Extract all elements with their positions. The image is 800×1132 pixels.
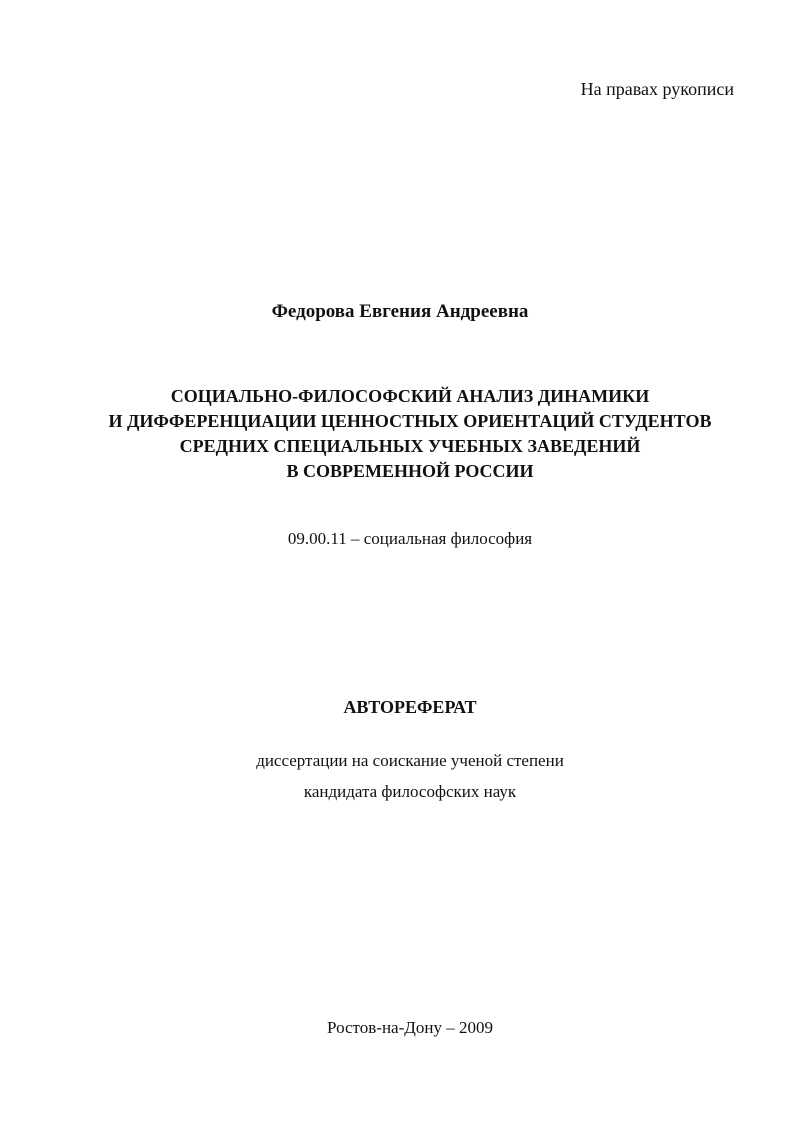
title-line-3: СРЕДНИХ СПЕЦИАЛЬНЫХ УЧЕБНЫХ ЗАВЕДЕНИЙ <box>179 436 641 456</box>
title-line-2: И ДИФФЕРЕНЦИАЦИИ ЦЕННОСТНЫХ ОРИЕНТАЦИЙ СТУДЕНТОВ <box>108 411 712 431</box>
degree-purpose <box>0 745 800 807</box>
author-name: Федорова Евгения Андреевна <box>271 301 529 322</box>
purpose-line-2: кандидата философских наук <box>303 782 517 801</box>
specialty-code: 09.00.11 – социальная философия <box>287 529 533 548</box>
purpose-line-1: диссертации на соискание ученой степени <box>256 751 564 770</box>
dissertation-title <box>40 384 780 484</box>
title-line-1: СОЦИАЛЬНО-ФИЛОСОФСКИЙ АНАЛИЗ ДИНАМИКИ <box>170 386 650 406</box>
title-line-4: В СОВРЕМЕННОЙ РОССИИ <box>286 461 534 481</box>
rights-note: На правах рукописи <box>580 79 734 99</box>
document-type: АВТОРЕФЕРАТ <box>343 697 477 717</box>
place-and-year: Ростов-на-Дону – 2009 <box>327 1018 493 1037</box>
